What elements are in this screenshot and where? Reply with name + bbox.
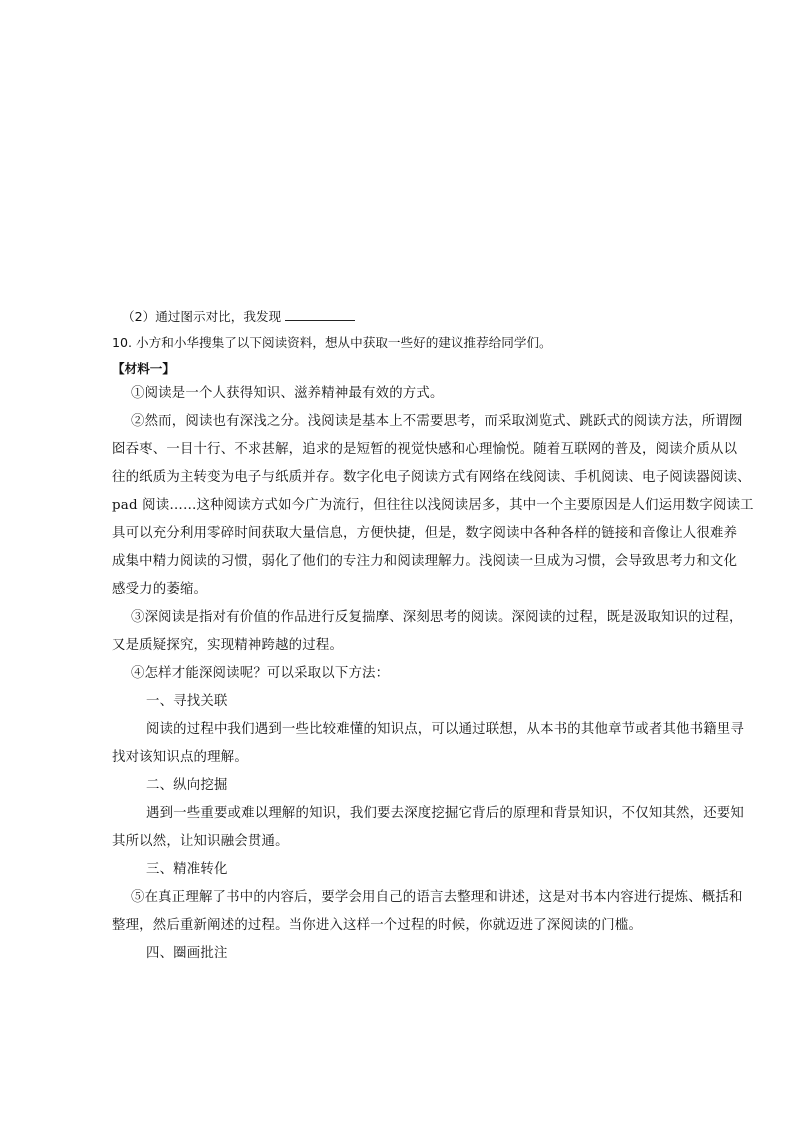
question-2 — [0, 308, 794, 326]
paragraph-2-line-7: 感受力的萎缩。 — [112, 582, 208, 597]
paragraph-3-line-1: ③深阅读是指对有价值的作品进行反复揣摩、深刻思考的阅读。深阅读的过程，既是汲取知识的过程， — [131, 610, 743, 625]
method-1-line-2: 找对该知识点的理解。 — [112, 750, 248, 765]
method-4-title: 四、圈画批注 — [146, 946, 228, 961]
answer-blank[interactable] — [285, 308, 355, 321]
paragraph-3-line-2: 又是质疑探究，实现精神跨越的过程。 — [112, 638, 344, 653]
paragraph-1: ①阅读是一个人获得知识、滋养精神最有效的方式。 — [131, 386, 444, 401]
question-2-prefix: （2）通过图示对比，我发现 — [122, 309, 282, 324]
method-3-title: 三、精准转化 — [146, 862, 228, 877]
paragraph-5-line-2: 整理，然后重新阐述的过程。当你进入这样一个过程的时候，你就迈进了深阅读的门槛。 — [112, 918, 643, 933]
paragraph-4: ④怎样才能深阅读呢？可以采取以下方法： — [131, 666, 390, 681]
paragraph-2-line-6: 成集中精力阅读的习惯，弱化了他们的专注力和阅读理解力。浅阅读一旦成为习惯，会导致思考力和文化 — [112, 554, 738, 569]
paragraph-2-line-4: pad 阅读……这种阅读方式如今广为流行，但往往以浅阅读居多，其中一个主要原因是人们运用数字阅读工 — [112, 498, 754, 513]
method-2-title: 二、纵向挖掘 — [146, 778, 228, 793]
paragraph-2-line-1: ②然而，阅读也有深浅之分。浅阅读是基本上不需要思考，而采取浏览式、跳跃式的阅读方法，所谓囫 — [131, 414, 743, 429]
paragraph-5-line-1: ⑤在真正理解了书中的内容后，要学会用自己的语言去整理和讲述，这是对书本内容进行提炼、概括和 — [131, 890, 743, 905]
method-2-line-1: 遇到一些重要或难以理解的知识，我们要去深度挖掘它背后的原理和背景知识，不仅知其然，还要知 — [146, 806, 744, 821]
paragraph-2-line-5: 具可以充分利用零碎时间获取大量信息，方便快捷，但是，数字阅读中各种各样的链接和音像让人很难养 — [112, 526, 738, 541]
method-1-title: 一、寻找关联 — [146, 694, 228, 709]
method-1-line-1: 阅读的过程中我们遇到一些比较难懂的知识点，可以通过联想，从本书的其他章节或者其他书籍里寻 — [146, 722, 744, 737]
question-10: 10. 小方和小华搜集了以下阅读资料，想从中获取一些好的建议推荐给同学们。 — [112, 335, 552, 350]
material-heading: 【材料一】 — [112, 361, 175, 376]
paragraph-2-line-2: 囵吞枣、一目十行、不求甚解，追求的是短暂的视觉快感和心理愉悦。随着互联网的普及，阅读介质从以 — [112, 442, 738, 457]
paragraph-2-line-3: 往的纸质为主转变为电子与纸质并存。数字化电子阅读方式有网络在线阅读、手机阅读、电子阅读器阅读、 — [112, 470, 751, 485]
method-2-line-2: 其所以然，让知识融会贯通。 — [112, 834, 289, 849]
